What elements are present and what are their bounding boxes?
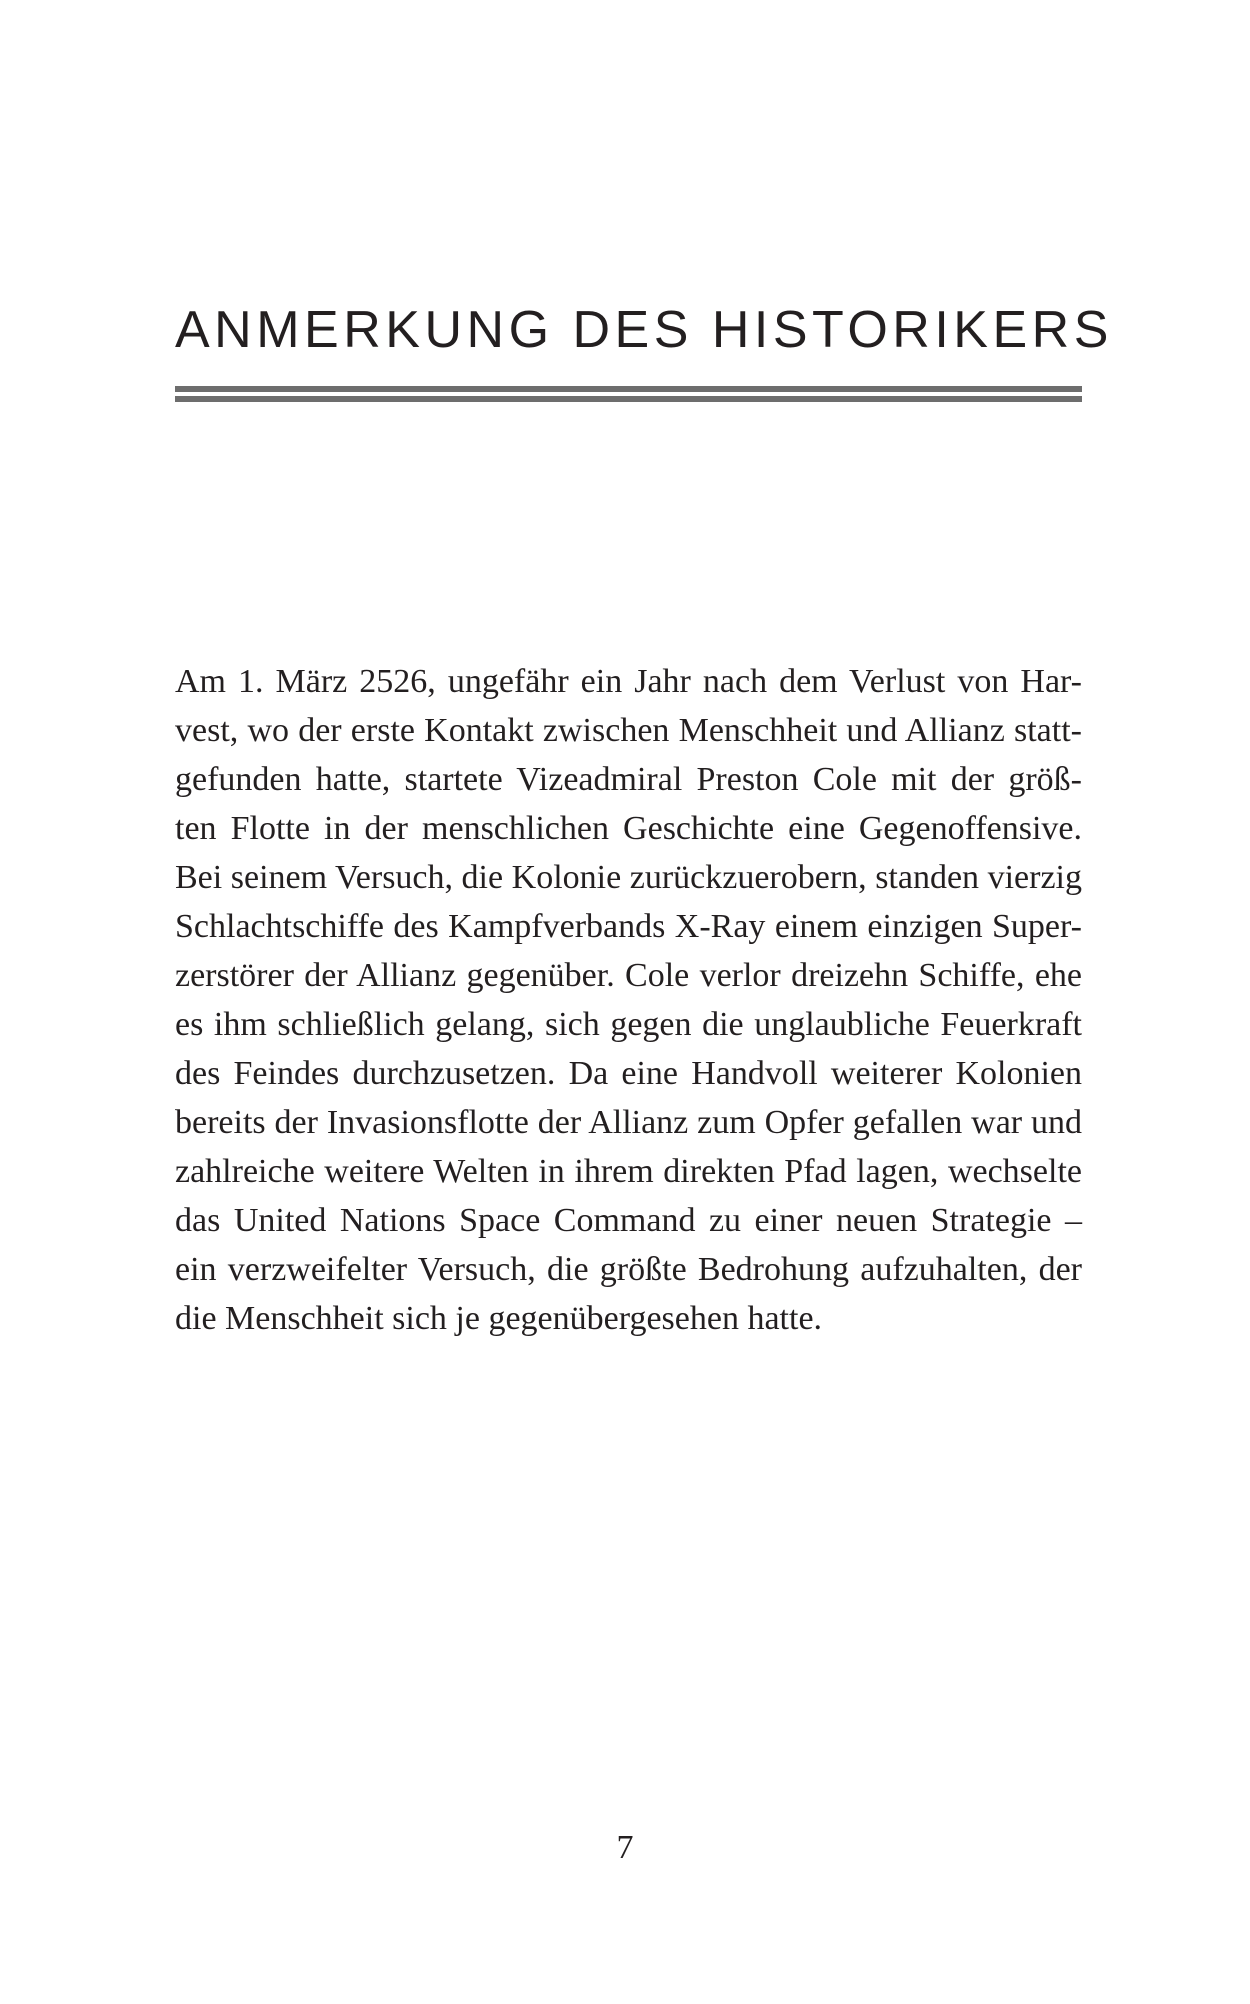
text-line: Bei seinem Versuch, die Kolonie zurückzuerobern, standen vierzig: [175, 859, 1082, 896]
chapter-title: ANMERKUNG DES HISTORIKERS: [175, 301, 1113, 359]
text-line: gefunden hatte, startete Vizeadmiral Preston Cole mit der größ-: [175, 761, 1082, 798]
text-line: das United Nations Space Command zu einer neuen Strategie –: [175, 1202, 1082, 1239]
text-line: es ihm schließlich gelang, sich gegen die unglaubliche Feuerkraft: [175, 1006, 1082, 1043]
text-line: zerstörer der Allianz gegenüber. Cole verlor dreizehn Schiffe, ehe: [175, 957, 1082, 994]
text-line: des Feindes durchzusetzen. Da eine Handvoll weiterer Kolonien: [175, 1055, 1082, 1092]
text-line: zahlreiche weitere Welten in ihrem direkten Pfad lagen, wechselte: [175, 1153, 1082, 1190]
text-line: ten Flotte in der menschlichen Geschichte eine Gegenoffensive.: [175, 810, 1082, 847]
body-paragraph: [175, 657, 1082, 1343]
text-line: Am 1. März 2526, ungefähr ein Jahr nach dem Verlust von Har-: [175, 663, 1082, 700]
title-rule-top: [175, 386, 1082, 392]
page-number: 7: [616, 1829, 634, 1866]
text-line: bereits der Invasionsflotte der Allianz zum Opfer gefallen war und: [175, 1104, 1082, 1141]
title-rule-bottom: [175, 396, 1082, 402]
text-line: Schlachtschiffe des Kampfverbands X-Ray einem einzigen Super-: [175, 908, 1082, 945]
text-line: vest, wo der erste Kontakt zwischen Menschheit und Allianz statt-: [175, 712, 1082, 749]
text-line-last: die Menschheit sich je gegenübergesehen hatte.: [175, 1300, 823, 1337]
text-line: ein verzweifelter Versuch, die größte Bedrohung aufzuhalten, der: [175, 1251, 1082, 1288]
